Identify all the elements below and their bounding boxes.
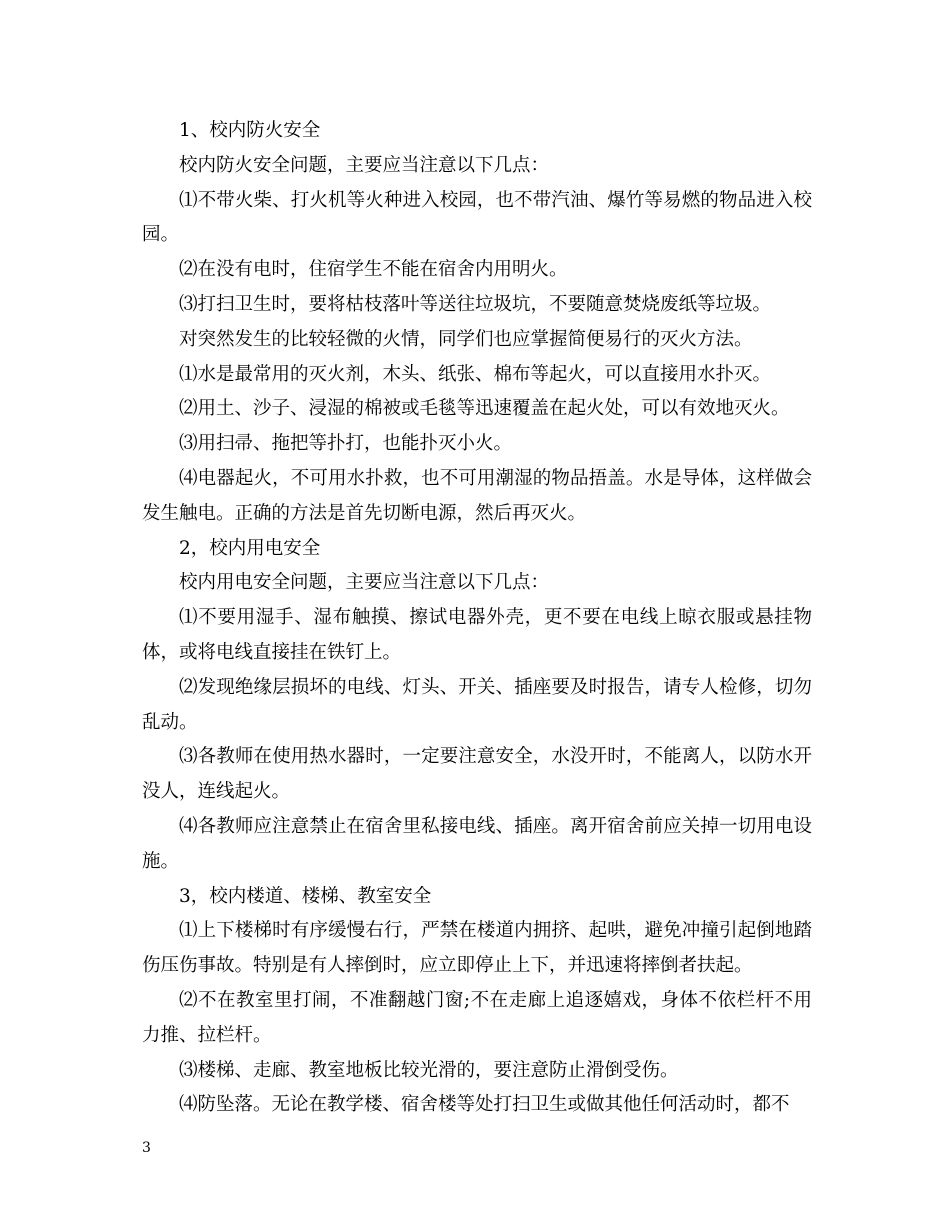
list-item: ⑴不带火柴、打火机等火种进入校园，也不带汽油、爆竹等易燃的物品进入校园。 [142,189,812,246]
list-item: ⑶用扫帚、拖把等扑打，也能扑灭小火。 [179,433,513,455]
list-item: ⑷防坠落。无论在教学楼、宿舍楼等处打扫卫生或做其他任何活动时，都不 [179,1094,790,1116]
list-item: ⑷各教师应注意禁止在宿舍里私接电线、插座。离开宿舍前应关掉一切用电设施。 [142,815,812,872]
document-body [142,114,812,1123]
list-item: ⑶打扫卫生时，要将枯枝落叶等送往垃圾坑，不要随意焚烧废纸等垃圾。 [179,293,772,315]
paragraph: 校内防火安全问题，主要应当注意以下几点： [179,154,550,176]
list-item: ⑷电器起火，不可用水扑救，也不可用潮湿的物品捂盖。水是导体，这样做会发生触电。正确的方法是首先切断电源，然后再灭火。 [142,467,812,524]
section-heading-electric-safety: 2，校内用电安全 [179,537,321,559]
paragraph: 校内用电安全问题，主要应当注意以下几点： [179,572,550,594]
paragraph: 对突然发生的比较轻微的火情，同学们也应掌握简便易行的灭火方法。 [179,328,753,350]
section-heading-corridor-safety: 3，校内楼道、楼梯、教室安全 [179,885,432,907]
list-item: ⑶各教师在使用热水器时，一定要注意安全，水没开时，不能离人，以防水开没人，连线起火。 [142,746,812,803]
list-item: ⑴不要用湿手、湿布触摸、擦试电器外壳，更不要在电线上晾衣服或悬挂物体，或将电线直接挂在铁钉上。 [142,607,812,663]
list-item: ⑵用土、沙子、浸湿的棉被或毛毯等迅速覆盖在起火处，可以有效地灭火。 [179,398,790,420]
list-item: ⑵在没有电时，住宿学生不能在宿舍内用明火。 [179,259,568,281]
section-heading-fire-safety: 1、校内防火安全 [179,120,321,141]
list-item: ⑴上下楼梯时有序缓慢右行，严禁在楼道内拥挤、起哄，避免冲撞引起倒地踏伤压伤事故。特别是有人摔倒时，应立即停止上下，并迅速将摔倒者扶起。 [142,920,812,977]
list-item: ⑵不在教室里打闹，不准翻越门窗;不在走廊上追逐嬉戏，身体不依栏杆不用力推、拉栏杆。 [142,989,812,1046]
page-number: 3 [142,1140,151,1156]
list-item: ⑵发现绝缘层损坏的电线、灯头、开关、插座要及时报告，请专人检修，切勿乱动。 [142,676,812,733]
list-item: ⑶楼梯、走廊、教室地板比较光滑的，要注意防止滑倒受伤。 [179,1059,679,1081]
list-item: ⑴水是最常用的灭火剂，木头、纸张、棉布等起火，可以直接用水扑灭。 [179,363,772,385]
